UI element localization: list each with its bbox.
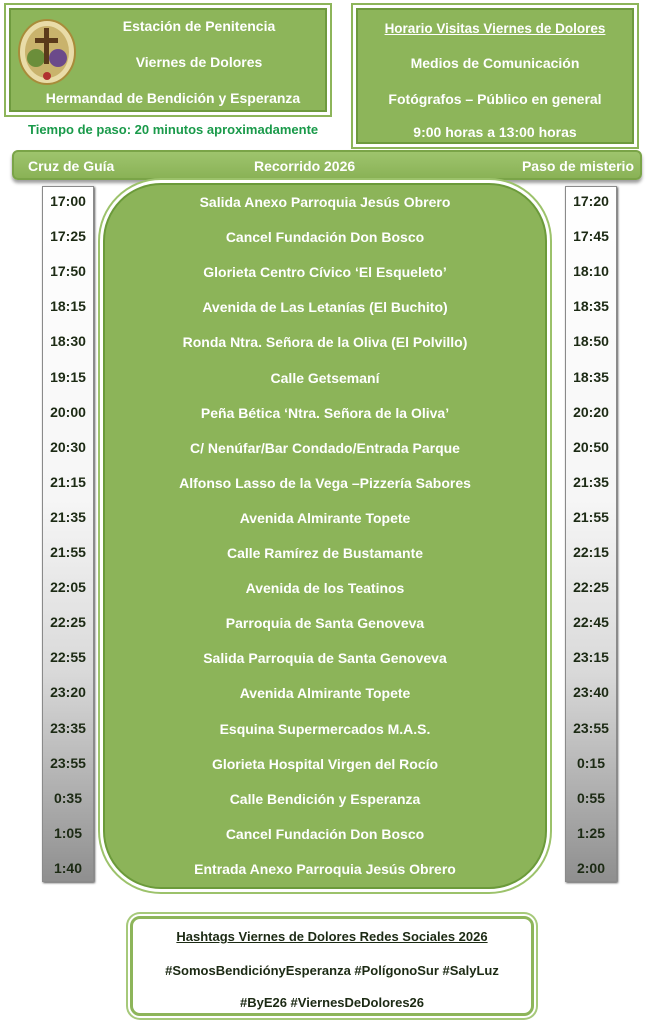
header-recorrido: Recorrido 2026 [254,158,356,174]
cruz-time: 21:55 [50,544,86,560]
cruz-time: 0:35 [53,789,83,806]
paso-time: 23:55 [573,719,609,736]
header-paso-de-misterio: Paso de misterio [521,158,634,174]
hermandad-crest-icon [17,18,77,86]
cruz-time: 22:55 [50,649,86,666]
route-panel [103,183,547,889]
route-stop: Salida Parroquia de Santa Genoveva [203,650,447,667]
header-left-panel [9,8,327,112]
title-estacion: Estación de Penitencia [122,18,276,34]
visitas-line-horario: 9:00 horas a 13:00 horas [413,124,577,140]
paso-time: 1:25 [576,824,606,841]
hashtags-panel [130,916,534,1016]
visitas-title: Horario Visitas Viernes de Dolores [384,21,606,36]
cruz-time: 1:40 [53,859,83,876]
cruz-time: 17:00 [50,193,86,209]
paso-time: 22:15 [573,544,609,560]
paso-time: 23:15 [573,649,609,666]
visitas-line-fotografos: Fotógrafos – Público en general [388,91,602,107]
route-stop: Avenida Almirante Topete [239,509,411,526]
cruz-time: 21:15 [50,473,86,490]
header-right-panel [356,8,634,144]
cruz-time: 23:35 [50,719,86,736]
route-stop: Entrada Anexo Parroquia Jesús Obrero [194,860,456,877]
paso-time: 0:55 [576,789,606,806]
route-stop: Parroquia de Santa Genoveva [225,615,425,632]
cruz-time: 23:20 [50,684,86,701]
route-stop: Calle Bendición y Esperanza [229,790,421,807]
cruz-de-guia-column [42,186,94,882]
route-stop: Ronda Ntra. Señora de la Oliva (El Polvillo) [182,334,468,351]
paso-time: 21:55 [573,508,609,525]
cruz-time: 1:05 [53,824,83,841]
route-stop: C/ Nenúfar/Bar Condado/Entrada Parque [190,439,460,456]
route-stop: Calle Getsemaní [270,369,380,386]
tiempo-de-paso: Tiempo de paso: 20 minutos aproximadamente [28,122,319,137]
route-stop: Calle Ramírez de Bustamante [226,545,424,561]
route-stop: Salida Anexo Parroquia Jesús Obrero [199,194,451,210]
route-stop: Cancel Fundación Don Bosco [225,229,425,246]
hashtags-line-1: #SomosBendiciónyEsperanza #PolígonoSur #SalyLuz [165,963,499,978]
route-stop: Avenida de Las Letanías (El Buchito) [202,299,448,316]
cruz-time: 17:25 [50,228,86,245]
column-header-bar [12,150,642,180]
cruz-time: 18:30 [50,333,86,350]
paso-time: 23:40 [573,684,609,701]
paso-time: 18:10 [573,263,609,280]
cruz-time: 23:55 [50,754,86,771]
hashtags-line-2: #ByE26 #ViernesDeDolores26 [239,995,425,1010]
paso-time: 17:20 [573,193,609,209]
cruz-time: 19:15 [50,368,86,385]
visitas-line-medios: Medios de Comunicación [410,55,580,71]
route-stop: Avenida Almirante Topete [239,685,411,702]
cruz-time: 18:15 [50,298,86,315]
paso-time: 18:50 [573,333,609,350]
hashtags-title: Hashtags Viernes de Dolores Redes Sociales 2026 [176,929,488,944]
route-stop: Avenida de los Teatinos [245,580,405,597]
paso-time: 22:25 [573,579,609,596]
paso-time: 18:35 [573,368,609,385]
paso-time: 20:50 [573,438,609,455]
paso-time: 2:00 [576,859,606,876]
cruz-time: 17:50 [50,263,86,280]
cruz-time: 21:35 [50,508,86,525]
header-cruz-de-guia: Cruz de Guía [28,158,115,174]
route-stop: Glorieta Centro Cívico ‘El Esqueleto’ [203,264,447,281]
cruz-time: 22:25 [50,614,86,631]
route-stop: Esquina Supermercados M.A.S. [219,720,431,737]
paso-time: 22:45 [573,614,609,631]
route-stop: Cancel Fundación Don Bosco [225,825,425,842]
route-stop: Glorieta Hospital Virgen del Rocío [211,755,439,772]
paso-time: 17:45 [573,228,609,245]
paso-time: 18:35 [573,298,609,315]
cruz-time: 22:05 [50,579,86,596]
title-viernes: Viernes de Dolores [135,54,263,70]
route-stop: Peña Bética ‘Ntra. Señora de la Oliva’ [200,404,450,421]
cruz-time: 20:00 [50,403,86,420]
paso-time: 0:15 [576,754,606,771]
paso-time: 21:35 [573,473,609,490]
route-stop: Alfonso Lasso de la Vega –Pizzería Sabores [179,474,471,491]
paso-de-misterio-column [565,186,617,882]
cruz-time: 20:30 [50,438,86,455]
title-hermandad: Hermandad de Bendición y Esperanza [45,90,301,106]
paso-time: 20:20 [573,403,609,420]
